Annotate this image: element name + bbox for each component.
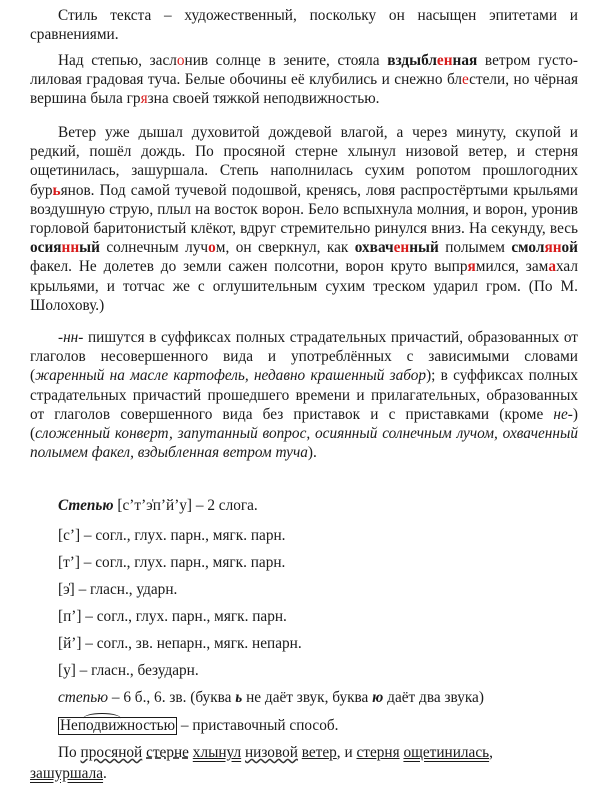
- text-run: ветром густо-лиловая градовая туча. Белые обочины её клубились и снежно бл: [30, 52, 579, 89]
- morphemic-word: Неподвижностью: [60, 717, 176, 734]
- text-run: ,: [489, 744, 493, 761]
- text-run: нив солнце в зените, стояла: [184, 52, 388, 69]
- text-run: Ветер уже дышал духовитой дождевой влагой, а через минуту, скупой и редкий, пошёл дождь. По просяной стерне хлынул низовой ветер, и стерня ощетинилась, зашуршала. Степь наполнилась сухим ропотом прошлогодних бур: [30, 124, 578, 199]
- text-run: хал крыльями, и тотчас же с оглушительным сухим треском ударил гром. (По М. Шолохову.): [30, 258, 578, 314]
- style-line-2: сравнениями.: [30, 26, 119, 44]
- highlight-letter: нн: [61, 239, 80, 257]
- text-run: .: [103, 765, 107, 782]
- text-run: пишутся в суффиксах полных страдательных причастий, образованных от глаголов несовершенного вида и употреблённых с зависимыми словами (: [30, 329, 578, 385]
- phonetic-row: [й’] – согл., зв. непарн., мягк. непарн.: [58, 635, 302, 652]
- morphemic-method: – приставочный способ.: [177, 717, 339, 734]
- phonetic-heading: [58, 496, 258, 515]
- morphemic-analysis: [58, 716, 338, 735]
- syntax-adverbial: стерне: [146, 744, 189, 761]
- bold-word: ный: [409, 239, 439, 257]
- syntax-subject: ветер: [301, 744, 337, 761]
- syntax-attribute: просяной: [80, 744, 143, 761]
- phonetic-row: [э̍] – гласн., ударн.: [58, 581, 178, 598]
- text-run: янов. Под самой тучевой подошвой, кренясь, ловя распростёртыми крыльями воздушную струю, плыл на восток ворон. Бело вспыхнула молния, и ворон, уронив горловой баритонистый клёкот, вдруг стремительно ринулся вниз. На секунду, весь: [30, 181, 578, 238]
- highlight-letter: е: [461, 71, 470, 89]
- highlight-letter: о: [176, 52, 185, 69]
- text-run: , и: [336, 744, 357, 761]
- rule-prefix: не-: [553, 405, 573, 423]
- rule-suffix: -нн-: [58, 329, 84, 346]
- letter-example: ь: [235, 689, 243, 706]
- bold-word: ый: [79, 239, 100, 257]
- text-run: стели, но чёрная вершина была гр: [30, 71, 578, 108]
- text-run: зна своей тяжкой неподвижностью.: [147, 90, 380, 108]
- text-run: мился, зам: [475, 258, 549, 276]
- text-run: даёт два звука): [383, 689, 484, 706]
- text-run: полымем: [438, 239, 512, 257]
- highlight-letter: ь: [52, 181, 61, 199]
- syntax-predicate: ощетинилась: [403, 744, 490, 761]
- text-run: м, он сверкнул, как: [215, 239, 355, 257]
- text-run: Над степью, засл: [58, 52, 177, 69]
- text-run: ) (: [30, 405, 578, 443]
- style-paragraph: [30, 6, 578, 44]
- phonetic-summary-word: степью: [58, 689, 109, 706]
- syntax-attribute: низовой: [244, 744, 298, 761]
- highlight-letter: я: [467, 258, 476, 276]
- text-run: ); в суффиксах полных страдательных причастий прошедшего времени и прилагательных, образованных от глаголов совершенного вида без приставок и с приставками (кроме: [30, 367, 578, 423]
- highlight-letter: ен: [393, 239, 410, 257]
- text-run: факел. Не долетев до земли сажен полсотни, ворон круто выпр: [30, 258, 468, 276]
- text-run: солнечным луч: [99, 239, 209, 257]
- syntax-predicate: хлынул: [192, 744, 242, 761]
- bold-word: вздыбл: [387, 52, 437, 69]
- text-paragraph-1: [30, 51, 578, 109]
- highlight-letter: я: [140, 90, 148, 108]
- syntax-sentence: [30, 742, 578, 784]
- highlight-letter: ян: [544, 239, 562, 257]
- bold-word: смол: [511, 239, 545, 257]
- phonetic-row: [у] – гласн., безударн.: [58, 662, 199, 679]
- highlight-letter: ен: [436, 52, 453, 69]
- phonetic-transcription: [с’т’э̍п’й’у]: [113, 497, 193, 514]
- text-run: ).: [307, 444, 317, 462]
- highlight-letter: а: [548, 258, 556, 276]
- phonetic-row: [с’] – согл., глух. парн., мягк. парн.: [58, 527, 286, 544]
- syntax-subject: стерня: [356, 744, 400, 761]
- bold-word: охвач: [354, 239, 394, 257]
- phonetic-summary: [58, 688, 484, 707]
- syntax-predicate: зашуршала: [30, 765, 104, 782]
- rule-example: жаренный на масле картофель, недавно крашенный забор: [35, 367, 427, 385]
- text-run: – 6 б., 6. зв. (буква: [108, 689, 236, 706]
- bold-word: ная: [452, 52, 478, 69]
- text-run: не даёт звук, буква: [242, 689, 373, 706]
- phonetic-syllables: – 2 слога.: [192, 497, 258, 514]
- phonetic-row: [т’] – согл., глух. парн., мягк. парн.: [58, 554, 286, 571]
- text-run: По: [58, 744, 81, 761]
- highlight-letter: о: [208, 239, 216, 257]
- rule-example: сложенный конверт, запутанный вопрос, осиянный солнечным лучом, охваченный полымем факел, вздыбленная ветром туча: [30, 425, 578, 462]
- phonetic-row: [п’] – согл., глух. парн., мягк. парн.: [58, 608, 287, 625]
- bold-word: осия: [30, 239, 62, 257]
- letter-example: ю: [372, 689, 384, 706]
- rule-paragraph: [30, 328, 578, 462]
- bold-word: ой: [561, 239, 578, 257]
- phonetic-word: Степью: [58, 497, 114, 514]
- text-paragraph-2: [30, 123, 578, 315]
- style-line-1: Стиль текста – художественный, поскольку он насыщен эпитетами и: [58, 7, 578, 24]
